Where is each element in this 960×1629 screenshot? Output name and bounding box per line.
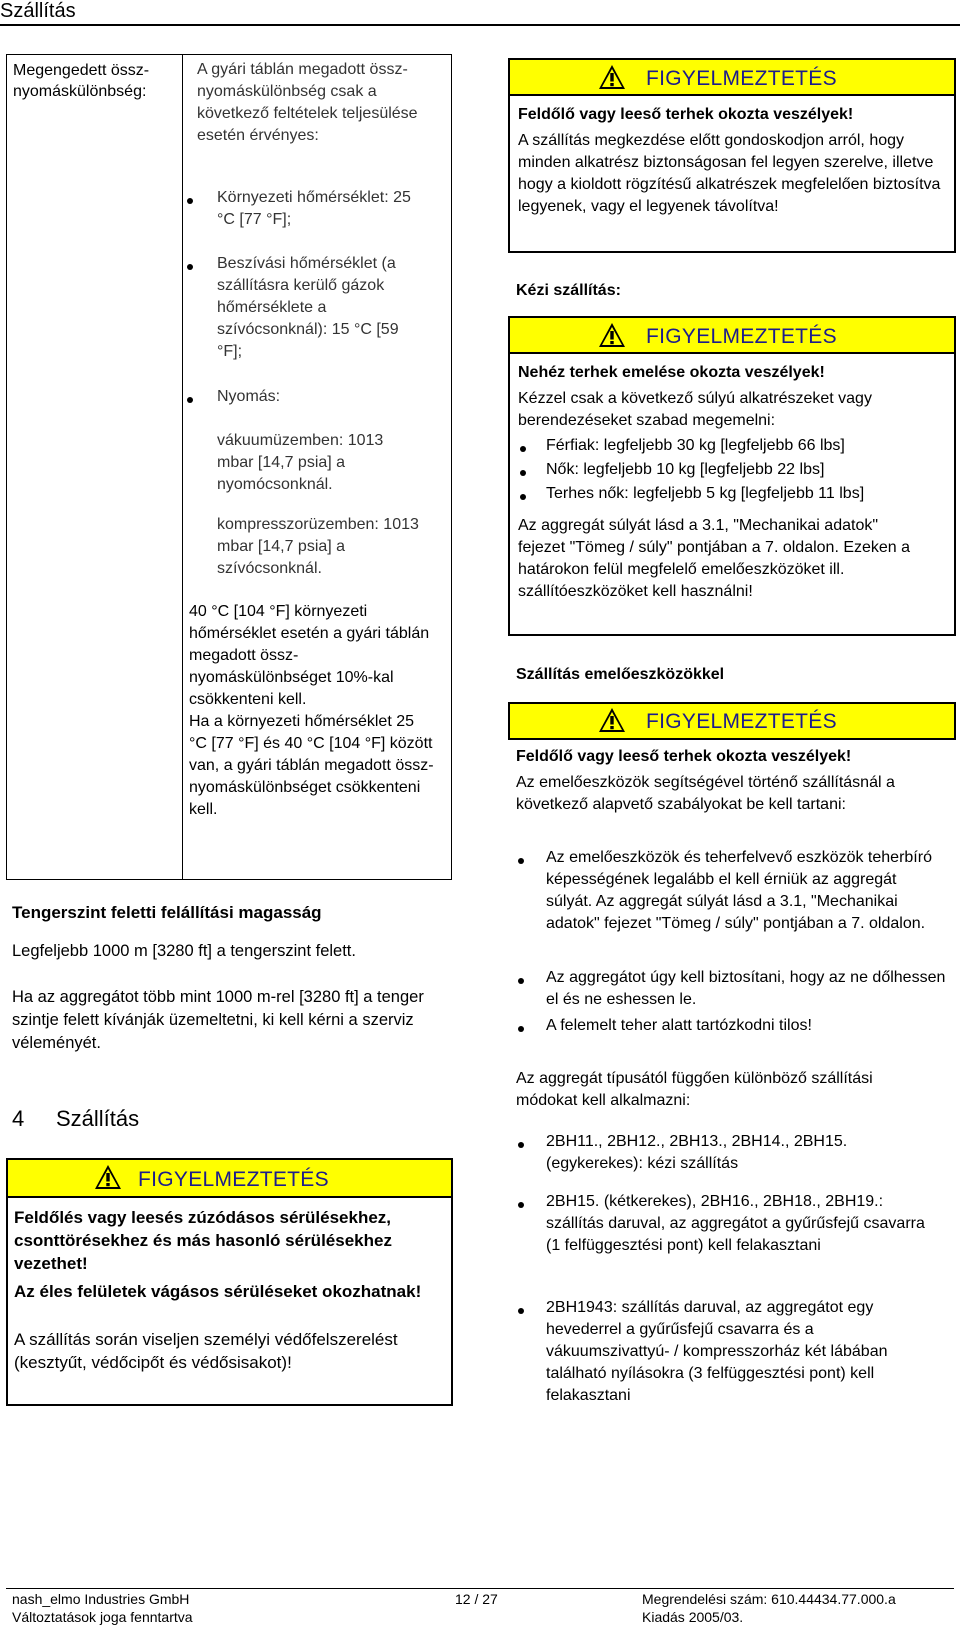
warning-box-transport [6,1158,453,1406]
weight-limit-women: Nők: legfeljebb 10 kg [legfeljebb 22 lbs] [546,461,825,478]
footer-edition: Kiadás 2005/03. [642,1609,744,1625]
footer-rights: Változtatások joga fenntartva [12,1609,193,1625]
altitude-limit: Legfeljebb 1000 m [3280 ft] a tengerszint felett. [12,942,356,960]
bullet-icon [187,397,193,403]
footer-divider [6,1588,954,1589]
warning-triangle-icon [598,322,626,348]
warning-box-heavy-loads [508,316,956,636]
bullet-icon [518,978,524,984]
section-title: Szállítás [56,1106,140,1131]
warning-triangle-icon [598,707,626,733]
transport-modes-intro: Az aggregát típusától függően különböző szállítási módokat kell alkalmazni: [516,1070,873,1109]
lifting-transport-heading: Szállítás emelőeszközökkel [516,666,725,683]
section-number: 4 [12,1106,25,1131]
bullet-icon [187,198,193,204]
altitude-heading: Tengerszint feletti felállítási magasság [12,903,322,922]
note-40c: 40 °C [104 °F] környezeti hőmérséklet esetén a gyári táblán megadott össz-nyomáskülönbséget 10%-kal csökkenteni kell. [189,603,430,708]
pressure-intro: A gyári táblán megadott össz-nyomáskülönbség csak a következő feltételek teljesülése esetén érvényes: [197,61,418,144]
warning-title: FIGYELMEZTETÉS [138,1168,329,1191]
header-divider [0,24,960,26]
warning-box-falling-loads [508,58,956,253]
note-25-40c: Ha a környezeti hőmérséklet 25 °C [77 °F] és 40 °C [104 °F] között van, a gyári táblán megadott össz-nyomáskülönbséget csökkenteni kell. [189,713,434,818]
pressure-difference-table [6,54,452,880]
weight-limit-intro: Kézzel csak a következő súlyú alkatrészeket vagy berendezéseket szabad megemelni: [518,390,872,429]
weight-limit-men: Férfiak: legfeljebb 30 kg [legfeljebb 66 lbs] [546,437,845,454]
warning-title-bar-lifting [508,702,956,740]
warning-ppe-text: A szállítás során viseljen személyi védőfelszerelést (kesztyűt, védőcipőt és védősisakot)! [14,1330,398,1372]
bullet-icon [520,446,526,452]
weight-reference-text: Az aggregát súlyát lásd a 3.1, "Mechanikai adatok" fejezet "Tömeg / súly" pontjában a 7. oldalon. Ezeken a határokon felül megfelelő emelőeszközöket ill. szállítóeszközöket kell használni! [518,517,911,600]
footer-company: nash_elmo Industries GmbH [12,1591,190,1607]
lifting-rule-capacity: Az emelőeszközök és teherfelvevő eszközök teherbíró képességének legalább el kell érniük az aggregát súlyát. Az aggregát súlyát lásd a 3.1, "Mechanikai adatok" fejezet "Tömeg / súly" pontjában a 7. oldalon. [546,849,932,932]
warning-strong-1: Feldőlés vagy leesés zúzódásos sérülésekhez, csonttörésekhez és más hasonló sérülésekhez vezethet! [14,1208,392,1273]
altitude-service-note: Ha az aggregátot több mint 1000 m-rel [3280 ft] a tenger szintje felett kívánják üzemeltetni, ki kell kérni a szerviz véleményét. [12,988,424,1052]
transport-mode-crane-3pt: 2BH1943: szállítás daruval, az aggregátot egy hevederrel a gyűrűsfejű csavarra és a vákuumszivattyú- / kompresszorház két lábában található nyílásokra (3 felfüggesztési pont) kell felakasztani [546,1299,888,1404]
lifting-rule-no-standing: A felemelt teher alatt tartózkodni tilos! [546,1017,812,1034]
transport-mode-crane-1pt: 2BH15. (kétkerekes), 2BH16., 2BH18., 2BH19.: szállítás daruval, az aggregátot a gyűrűsfejű csavarra (1 felfüggesztési pont) kell felakasztani [546,1193,925,1254]
warning-triangle-icon [94,1164,122,1190]
manual-transport-heading: Kézi szállítás: [516,282,621,299]
warning-title: FIGYELMEZTETÉS [646,325,837,348]
warning-strong-2: Az éles felületek vágásos sérüléseket okozhatnak! [14,1282,422,1301]
bullet-icon [187,264,193,270]
warning-strong-lifting: Feldőlő vagy leeső terhek okozta veszélyek! [516,748,852,765]
transport-mode-manual: 2BH11., 2BH12., 2BH13., 2BH14., 2BH15. (egykerekes): kézi szállítás [546,1133,848,1172]
warning-strong: Nehéz terhek emelése okozta veszélyek! [518,364,825,381]
condition-ambient-temp: Környezeti hőmérséklet: 25 °C [77 °F]; [217,189,411,228]
warning-text: A szállítás megkezdése előtt gondoskodjon arról, hogy minden alkatrész biztonságosan fel legyen szerelve, illetve hogy a kioldott rögzítésű alkatrészek megfelelően biztosítva legyenek, vagy el legyenek távolítva! [518,132,941,215]
bullet-icon [518,858,524,864]
weight-limit-pregnant: Terhes nők: legfeljebb 5 kg [legfeljebb 11 lbs] [546,485,865,502]
bullet-icon [518,1142,524,1148]
bullet-icon [520,470,526,476]
bullet-icon [520,494,526,500]
bullet-icon [518,1202,524,1208]
footer-page-number: 12 / 27 [455,1591,498,1607]
condition-pressure: Nyomás: [217,388,281,405]
warning-title: FIGYELMEZTETÉS [646,67,837,90]
lifting-rules-intro: Az emelőeszközök segítségével történő szállításnál a következő alapvető szabályokat be kell tartani: [516,774,895,813]
warning-triangle-icon [598,64,626,90]
warning-strong: Feldőlő vagy leeső terhek okozta veszélyek! [518,106,854,123]
page-header-title: Szállítás [0,0,76,22]
table-column-divider [182,55,183,879]
footer-order-number: Megrendelési szám: 610.44434.77.000.a [642,1591,896,1607]
lifting-rule-secure: Az aggregátot úgy kell biztosítani, hogy az ne dőlhessen el és ne eshessen le. [546,969,946,1008]
bullet-icon [518,1026,524,1032]
condition-compressor: kompresszorüzemben: 1013 mbar [14,7 psia] a szívócsonknál. [217,516,419,577]
condition-vacuum: vákuumüzemben: 1013 mbar [14,7 psia] a nyomócsonknál. [217,432,384,493]
bullet-icon [518,1308,524,1314]
warning-title: FIGYELMEZTETÉS [646,710,837,733]
condition-intake-temp: Beszívási hőmérséklet (a szállításra kerülő gázok hőmérséklete a szívócsonknál): 15 °C [59 °F]; [217,255,399,360]
pressure-label: Megengedett össz-nyomáskülönbség: [13,62,150,100]
